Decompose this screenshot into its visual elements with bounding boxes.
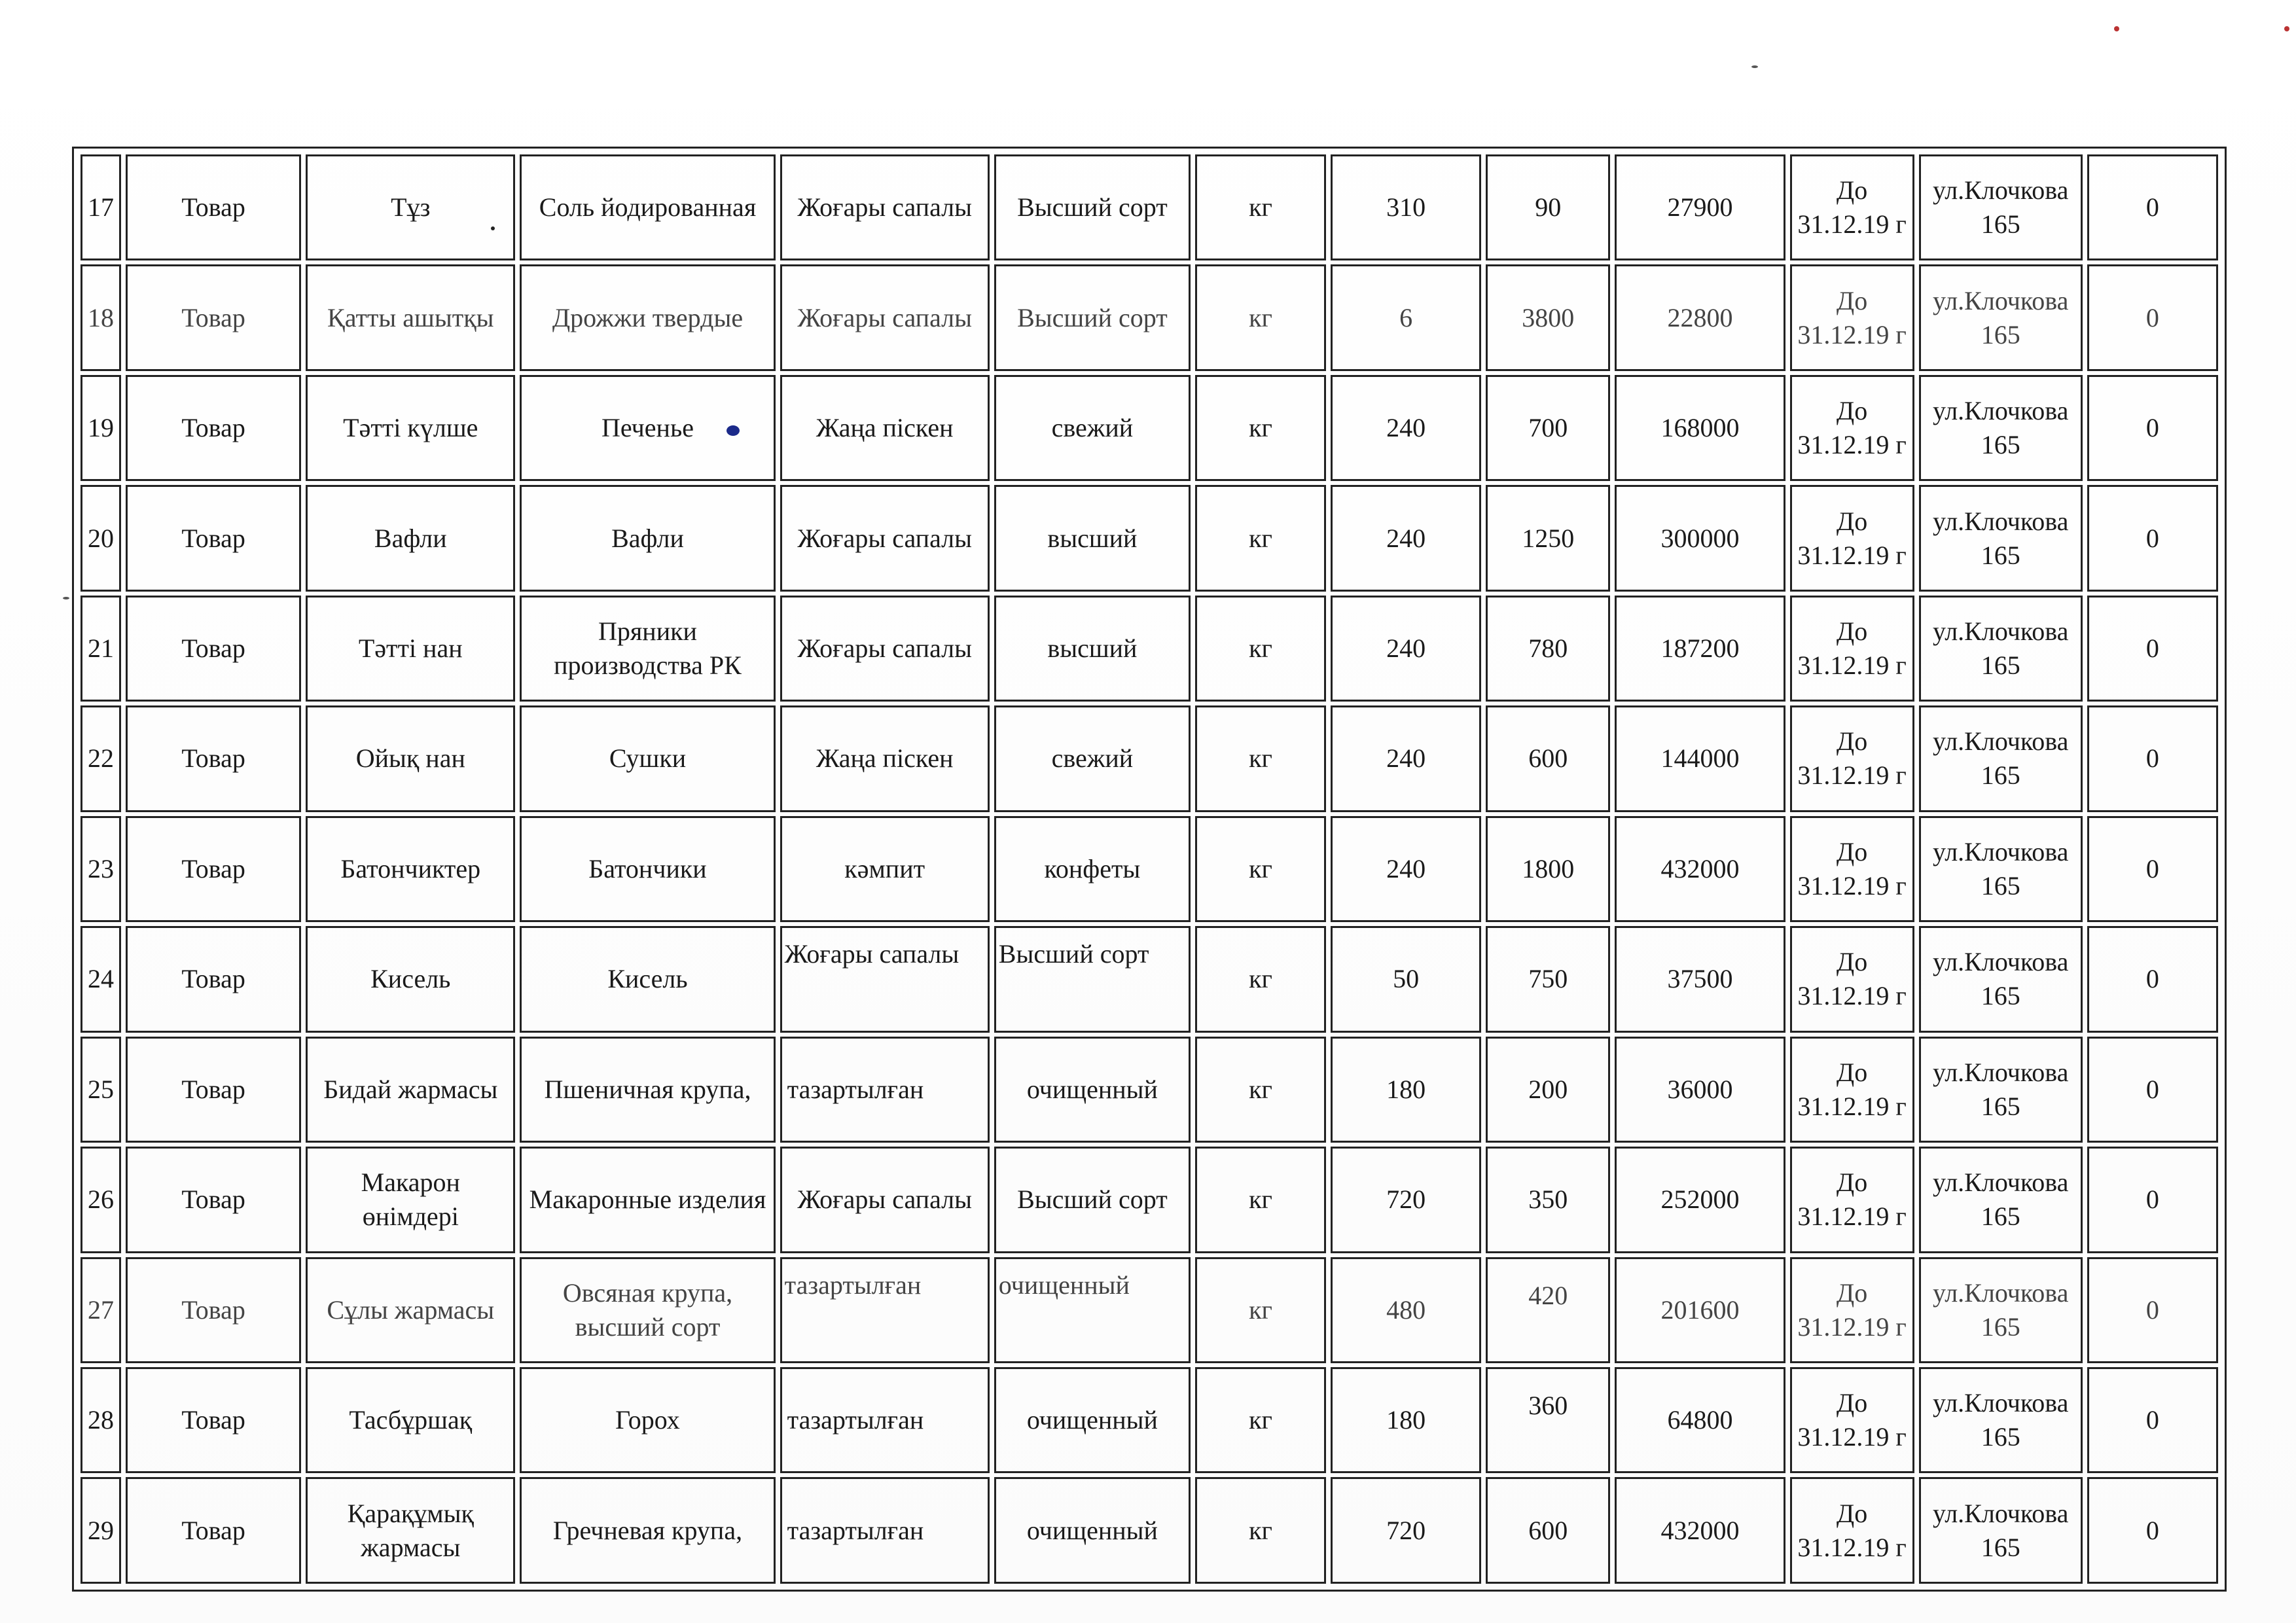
- quality-russian-cell: очищенный: [994, 1257, 1191, 1363]
- total-sum-cell: 64800: [1615, 1367, 1785, 1473]
- quality-russian-cell: свежий: [994, 705, 1191, 812]
- total-sum-cell: 201600: [1615, 1257, 1785, 1363]
- scan-speck: [726, 425, 740, 436]
- table-row: [81, 154, 2218, 260]
- unit-price-cell: 360: [1486, 1367, 1610, 1473]
- name-kazakh-cell: Сұлы жармасы: [306, 1257, 515, 1363]
- delivery-address-cell: ул.Клочкова 165: [1919, 1477, 2083, 1584]
- table-body: [81, 154, 2218, 1584]
- quantity-cell: 720: [1331, 1147, 1481, 1253]
- unit-cell: кг: [1195, 1477, 1326, 1584]
- unit-price-cell: 600: [1486, 705, 1610, 812]
- quality-russian-cell: очищенный: [994, 1477, 1191, 1584]
- quality-russian-cell: свежий: [994, 375, 1191, 481]
- delivery-address-cell: ул.Клочкова 165: [1919, 1367, 2083, 1473]
- table-row: [81, 1037, 2218, 1143]
- row-number-cell: 20: [81, 485, 121, 591]
- total-sum-cell: 187200: [1615, 596, 1785, 702]
- advance-payment-cell: 0: [2087, 485, 2218, 591]
- total-sum-cell: 168000: [1615, 375, 1785, 481]
- item-type-cell: Товар: [126, 705, 301, 812]
- delivery-deadline-cell: До 31.12.19 г: [1790, 816, 1914, 922]
- procurement-table-frame: [72, 147, 2227, 1592]
- table-row: [81, 264, 2218, 370]
- delivery-deadline-cell: До 31.12.19 г: [1790, 375, 1914, 481]
- quantity-cell: 180: [1331, 1037, 1481, 1143]
- name-russian-cell: Макаронные изделия: [520, 1147, 775, 1253]
- quality-russian-cell: высший: [994, 485, 1191, 591]
- unit-price-cell: 600: [1486, 1477, 1610, 1584]
- row-number-cell: 23: [81, 816, 121, 922]
- advance-payment-cell: 0: [2087, 596, 2218, 702]
- unit-price-cell: 350: [1486, 1147, 1610, 1253]
- quality-kazakh-cell: Жоғары сапалы: [780, 264, 990, 370]
- table-row: [81, 1257, 2218, 1363]
- unit-cell: кг: [1195, 264, 1326, 370]
- delivery-address-cell: ул.Клочкова 165: [1919, 375, 2083, 481]
- quality-kazakh-cell: Жаңа піскен: [780, 705, 990, 812]
- name-russian-cell: Печенье: [520, 375, 775, 481]
- delivery-deadline-cell: До 31.12.19 г: [1790, 1147, 1914, 1253]
- delivery-address-cell: ул.Клочкова 165: [1919, 485, 2083, 591]
- unit-price-cell: 200: [1486, 1037, 1610, 1143]
- name-kazakh-cell: Макарон өнімдері: [306, 1147, 515, 1253]
- total-sum-cell: 432000: [1615, 1477, 1785, 1584]
- name-kazakh-cell: Тәтті күлше: [306, 375, 515, 481]
- quantity-cell: 50: [1331, 926, 1481, 1032]
- scan-speck: [2114, 26, 2119, 31]
- advance-payment-cell: 0: [2087, 154, 2218, 260]
- row-number-cell: 22: [81, 705, 121, 812]
- delivery-deadline-cell: До 31.12.19 г: [1790, 926, 1914, 1032]
- quantity-cell: 720: [1331, 1477, 1481, 1584]
- delivery-deadline-cell: До 31.12.19 г: [1790, 264, 1914, 370]
- quality-kazakh-cell: Жоғары сапалы: [780, 1147, 990, 1253]
- quality-russian-cell: очищенный: [994, 1367, 1191, 1473]
- delivery-address-cell: ул.Клочкова 165: [1919, 1257, 2083, 1363]
- row-number-cell: 25: [81, 1037, 121, 1143]
- delivery-deadline-cell: До 31.12.19 г: [1790, 1477, 1914, 1584]
- unit-cell: кг: [1195, 816, 1326, 922]
- quality-russian-cell: Высший сорт: [994, 926, 1191, 1032]
- delivery-deadline-cell: До 31.12.19 г: [1790, 1037, 1914, 1143]
- total-sum-cell: 144000: [1615, 705, 1785, 812]
- name-kazakh-cell: Батончиктер: [306, 816, 515, 922]
- item-type-cell: Товар: [126, 596, 301, 702]
- unit-price-cell: 1250: [1486, 485, 1610, 591]
- total-sum-cell: 432000: [1615, 816, 1785, 922]
- name-russian-cell: Кисель: [520, 926, 775, 1032]
- table-row: [81, 1477, 2218, 1584]
- delivery-address-cell: ул.Клочкова 165: [1919, 154, 2083, 260]
- scan-speck: [63, 597, 69, 599]
- unit-price-cell: 750: [1486, 926, 1610, 1032]
- table-row: [81, 816, 2218, 922]
- name-kazakh-cell: Бидай жармасы: [306, 1037, 515, 1143]
- unit-cell: кг: [1195, 926, 1326, 1032]
- unit-cell: кг: [1195, 1147, 1326, 1253]
- scan-speck: [2284, 26, 2289, 31]
- quality-kazakh-cell: тазартылған: [780, 1257, 990, 1363]
- advance-payment-cell: 0: [2087, 1147, 2218, 1253]
- unit-cell: кг: [1195, 1037, 1326, 1143]
- name-russian-cell: Овсяная крупа, высший сорт: [520, 1257, 775, 1363]
- advance-payment-cell: 0: [2087, 1257, 2218, 1363]
- name-russian-cell: Гречневая крупа,: [520, 1477, 775, 1584]
- quantity-cell: 180: [1331, 1367, 1481, 1473]
- item-type-cell: Товар: [126, 375, 301, 481]
- unit-cell: кг: [1195, 375, 1326, 481]
- unit-cell: кг: [1195, 1367, 1326, 1473]
- quantity-cell: 240: [1331, 596, 1481, 702]
- quantity-cell: 6: [1331, 264, 1481, 370]
- name-kazakh-cell: Қарақұмық жармасы: [306, 1477, 515, 1584]
- total-sum-cell: 300000: [1615, 485, 1785, 591]
- name-russian-cell: Горох: [520, 1367, 775, 1473]
- delivery-address-cell: ул.Клочкова 165: [1919, 1147, 2083, 1253]
- unit-price-cell: 90: [1486, 154, 1610, 260]
- name-russian-cell: Сушки: [520, 705, 775, 812]
- total-sum-cell: 36000: [1615, 1037, 1785, 1143]
- name-russian-cell: Соль йодированная: [520, 154, 775, 260]
- advance-payment-cell: 0: [2087, 816, 2218, 922]
- scan-speck: [491, 226, 495, 230]
- name-kazakh-cell: Кисель: [306, 926, 515, 1032]
- quality-russian-cell: Высший сорт: [994, 154, 1191, 260]
- row-number-cell: 28: [81, 1367, 121, 1473]
- delivery-address-cell: ул.Клочкова 165: [1919, 926, 2083, 1032]
- row-number-cell: 24: [81, 926, 121, 1032]
- delivery-deadline-cell: До 31.12.19 г: [1790, 1257, 1914, 1363]
- advance-payment-cell: 0: [2087, 1367, 2218, 1473]
- quantity-cell: 480: [1331, 1257, 1481, 1363]
- quantity-cell: 240: [1331, 485, 1481, 591]
- row-number-cell: 29: [81, 1477, 121, 1584]
- total-sum-cell: 22800: [1615, 264, 1785, 370]
- name-kazakh-cell: Вафли: [306, 485, 515, 591]
- name-russian-cell: Пшеничная крупа,: [520, 1037, 775, 1143]
- advance-payment-cell: 0: [2087, 926, 2218, 1032]
- table-row: [81, 926, 2218, 1032]
- unit-cell: кг: [1195, 485, 1326, 591]
- advance-payment-cell: 0: [2087, 264, 2218, 370]
- advance-payment-cell: 0: [2087, 705, 2218, 812]
- quantity-cell: 240: [1331, 375, 1481, 481]
- table-row: [81, 485, 2218, 591]
- quality-kazakh-cell: тазартылған: [780, 1367, 990, 1473]
- advance-payment-cell: 0: [2087, 1477, 2218, 1584]
- name-kazakh-cell: Тасбұршақ: [306, 1367, 515, 1473]
- procurement-table: [76, 151, 2223, 1588]
- table-row: [81, 375, 2218, 481]
- unit-cell: кг: [1195, 154, 1326, 260]
- quality-russian-cell: Высший сорт: [994, 1147, 1191, 1253]
- name-kazakh-cell: Тәтті нан: [306, 596, 515, 702]
- unit-cell: кг: [1195, 705, 1326, 812]
- delivery-deadline-cell: До 31.12.19 г: [1790, 154, 1914, 260]
- name-russian-cell: Батончики: [520, 816, 775, 922]
- scan-speck: [1751, 65, 1758, 68]
- advance-payment-cell: 0: [2087, 375, 2218, 481]
- unit-price-cell: 780: [1486, 596, 1610, 702]
- quality-kazakh-cell: Жоғары сапалы: [780, 154, 990, 260]
- quality-kazakh-cell: тазартылған: [780, 1477, 990, 1584]
- table-row: [81, 596, 2218, 702]
- delivery-address-cell: ул.Клочкова 165: [1919, 816, 2083, 922]
- row-number-cell: 21: [81, 596, 121, 702]
- item-type-cell: Товар: [126, 485, 301, 591]
- name-kazakh-cell: Тұз: [306, 154, 515, 260]
- delivery-address-cell: ул.Клочкова 165: [1919, 264, 2083, 370]
- name-russian-cell: Пряники производства РК: [520, 596, 775, 702]
- unit-price-cell: 1800: [1486, 816, 1610, 922]
- unit-price-cell: 3800: [1486, 264, 1610, 370]
- quality-kazakh-cell: Жоғары сапалы: [780, 485, 990, 591]
- item-type-cell: Товар: [126, 1477, 301, 1584]
- total-sum-cell: 252000: [1615, 1147, 1785, 1253]
- table-row: [81, 705, 2218, 812]
- total-sum-cell: 27900: [1615, 154, 1785, 260]
- item-type-cell: Товар: [126, 1037, 301, 1143]
- delivery-deadline-cell: До 31.12.19 г: [1790, 1367, 1914, 1473]
- quality-russian-cell: высший: [994, 596, 1191, 702]
- quality-kazakh-cell: Жоғары сапалы: [780, 926, 990, 1032]
- quality-russian-cell: очищенный: [994, 1037, 1191, 1143]
- item-type-cell: Товар: [126, 926, 301, 1032]
- row-number-cell: 19: [81, 375, 121, 481]
- quantity-cell: 240: [1331, 705, 1481, 812]
- row-number-cell: 18: [81, 264, 121, 370]
- quality-kazakh-cell: кәмпит: [780, 816, 990, 922]
- name-kazakh-cell: Ойық нан: [306, 705, 515, 812]
- row-number-cell: 27: [81, 1257, 121, 1363]
- quantity-cell: 240: [1331, 816, 1481, 922]
- name-russian-cell: Дрожжи твердые: [520, 264, 775, 370]
- unit-cell: кг: [1195, 1257, 1326, 1363]
- quality-kazakh-cell: тазартылған: [780, 1037, 990, 1143]
- delivery-deadline-cell: До 31.12.19 г: [1790, 596, 1914, 702]
- delivery-deadline-cell: До 31.12.19 г: [1790, 705, 1914, 812]
- item-type-cell: Товар: [126, 154, 301, 260]
- delivery-address-cell: ул.Клочкова 165: [1919, 596, 2083, 702]
- total-sum-cell: 37500: [1615, 926, 1785, 1032]
- unit-cell: кг: [1195, 596, 1326, 702]
- item-type-cell: Товар: [126, 264, 301, 370]
- name-russian-cell: Вафли: [520, 485, 775, 591]
- quality-russian-cell: конфеты: [994, 816, 1191, 922]
- advance-payment-cell: 0: [2087, 1037, 2218, 1143]
- unit-price-cell: 700: [1486, 375, 1610, 481]
- delivery-deadline-cell: До 31.12.19 г: [1790, 485, 1914, 591]
- row-number-cell: 17: [81, 154, 121, 260]
- delivery-address-cell: ул.Клочкова 165: [1919, 1037, 2083, 1143]
- quantity-cell: 310: [1331, 154, 1481, 260]
- table-row: [81, 1147, 2218, 1253]
- item-type-cell: Товар: [126, 1147, 301, 1253]
- delivery-address-cell: ул.Клочкова 165: [1919, 705, 2083, 812]
- quality-russian-cell: Высший сорт: [994, 264, 1191, 370]
- quality-kazakh-cell: Жоғары сапалы: [780, 596, 990, 702]
- table-row: [81, 1367, 2218, 1473]
- unit-price-cell: 420: [1486, 1257, 1610, 1363]
- name-kazakh-cell: Қатты ашытқы: [306, 264, 515, 370]
- item-type-cell: Товар: [126, 1367, 301, 1473]
- quality-kazakh-cell: Жаңа піскен: [780, 375, 990, 481]
- row-number-cell: 26: [81, 1147, 121, 1253]
- item-type-cell: Товар: [126, 816, 301, 922]
- item-type-cell: Товар: [126, 1257, 301, 1363]
